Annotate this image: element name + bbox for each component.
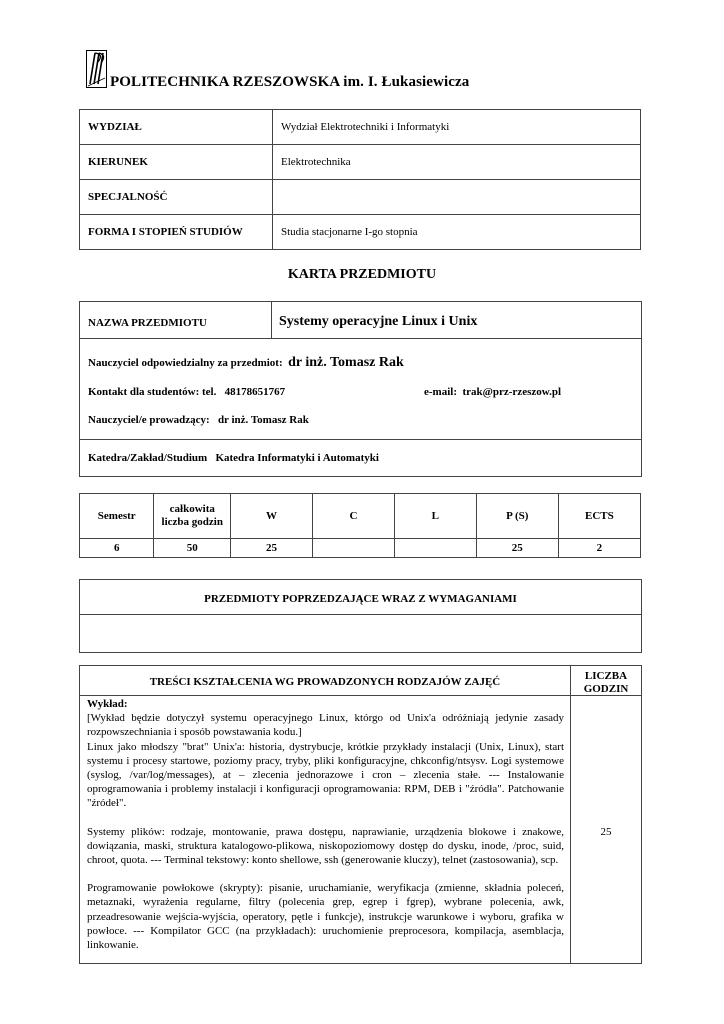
hours-value: 25	[600, 826, 612, 838]
subject-box	[79, 301, 642, 477]
teachers-value: dr inż. Tomasz Rak	[217, 414, 309, 426]
contact-label: Kontakt dla studentów: tel.	[88, 386, 217, 398]
table-row	[80, 145, 641, 180]
header-c: C	[312, 494, 394, 539]
value-c	[312, 539, 394, 558]
header-p: P (S)	[476, 494, 558, 539]
department-line	[88, 452, 379, 464]
study-form-label: FORMA I STOPIEŃ STUDIÓW	[80, 215, 273, 250]
divider	[80, 614, 641, 615]
value-w: 25	[231, 539, 313, 558]
lecture-paragraph-3: Systemy plików: rodzaje, montowanie, prawa dostępu, naprawianie, urządzenia blokowe i znakowe, dowiązania, maski, struktura katalogowo-plikowa, niskopoziomowy dostęp do dysku, inode, /proc, suid, chroot, quota. --- Terminal tekstowy: konto shellowe, ssh (generowanie kluczy), telnet (zastosowania), scp.	[87, 825, 564, 867]
faculty-value: Wydział Elektrotechniki i Informatyki	[273, 110, 641, 145]
responsible-value: dr inż. Tomasz Rak	[288, 355, 404, 370]
header-w: W	[231, 494, 313, 539]
lecture-paragraph-2: Linux jako młodszy "brat" Unix'a: historia, dystrybucje, krótkie przykłady instalacji (Unix, Linux), start systemu i procesy startowe, poziomy pracy, tryby, pliki konfiguracyjne, chkconfig/ntsysv. Logi systemowe (syslog, /var/log/messages), at – zlecenia jednorazowe i cron – zlecenia stałe. --- Instalowanie oprogramowania i problemy instalacji i konfiguracji oprogramowania: RPM, DEB i "źródła". Patchowanie "źródeł".	[87, 740, 564, 810]
contact-line	[88, 386, 285, 398]
university-title: POLITECHNIKA RZESZOWSKA im. I. Łukasiewicza	[110, 74, 470, 90]
subject-name-label: NAZWA PRZEDMIOTU	[88, 317, 207, 329]
header-l: L	[394, 494, 476, 539]
email-label: e-mail:	[424, 386, 457, 398]
divider	[570, 666, 571, 963]
department-label: Katedra/Zakład/Studium	[88, 452, 208, 464]
card-title: KARTA PRZEDMIOTU	[287, 267, 437, 282]
contents-box	[79, 665, 642, 964]
faculty-label: WYDZIAŁ	[80, 110, 273, 145]
responsible-line	[88, 355, 404, 371]
prerequisites-box	[79, 579, 642, 653]
teachers-label: Nauczyciel/e prowadzący:	[88, 414, 210, 426]
subject-name-value: Systemy operacyjne Linux i Unix	[279, 314, 478, 329]
table-row	[80, 215, 641, 250]
table-row	[80, 110, 641, 145]
study-form-value: Studia stacjonarne I-go stopnia	[273, 215, 641, 250]
divider	[80, 439, 641, 440]
header-total-hours: całkowita liczba godzin	[154, 494, 231, 539]
value-p: 25	[476, 539, 558, 558]
department-value: Katedra Informatyki i Automatyki	[215, 452, 379, 464]
lecture-paragraph-1: [Wykład będzie dotyczył systemu operacyjnego Linux, którgo od Unix'a odróżniają jedynie zasady rozpowszechniania i sposób powstawania kodu.]	[87, 712, 564, 739]
header-semester: Semestr	[80, 494, 154, 539]
hours-title: LICZBA GODZIN	[583, 670, 629, 695]
lecture-label: Wykład:	[87, 698, 128, 710]
hours-table	[79, 493, 641, 558]
value-semester: 6	[80, 539, 154, 558]
field-value: Elektrotechnika	[273, 145, 641, 180]
header-ects: ECTS	[558, 494, 640, 539]
lecture-content	[87, 697, 564, 952]
specialization-value	[273, 180, 641, 215]
email-value: trak@prz-rzeszow.pl	[462, 386, 561, 398]
teachers-line	[88, 414, 309, 426]
value-ects: 2	[558, 539, 640, 558]
divider	[271, 302, 272, 338]
table-header-row	[80, 494, 641, 539]
specialization-label: SPECJALNOŚĆ	[80, 180, 273, 215]
value-l	[394, 539, 476, 558]
divider	[80, 695, 570, 696]
contact-phone: 48178651767	[224, 386, 286, 398]
prerequisites-title: PRZEDMIOTY POPRZEDZAJĄCE WRAZ Z WYMAGANIAMI	[204, 593, 517, 605]
table-row	[80, 180, 641, 215]
contents-title: TREŚCI KSZTAŁCENIA WG PROWADZONYCH RODZAJÓW ZAJĘĆ	[149, 676, 501, 688]
value-total-hours: 50	[154, 539, 231, 558]
table-row	[80, 539, 641, 558]
study-info-table	[79, 109, 641, 250]
email-line	[424, 386, 561, 398]
university-logo	[86, 50, 107, 88]
lecture-paragraph-4: Programowanie powłokowe (skrypty): pisanie, uruchamianie, weryfikacja (zmienne, składnia poleceń, metaznaki, wyrażenia regularne, filtry (polecenia grep, egrep i fgrep), wybrane polecenia, awk, przeadresowanie wejścia-wyjścia, operatory, pętle i funkcje), instrukcje warunkowe i wyboru, grafika w powłoce. --- Kompilator GCC (na przykładach): uruchomienie preprocesora, kompilacja, asemblacja, linkowanie.	[87, 882, 564, 952]
responsible-label: Nauczyciel odpowiedzialny za przedmiot:	[88, 357, 283, 369]
field-label: KIERUNEK	[80, 145, 273, 180]
